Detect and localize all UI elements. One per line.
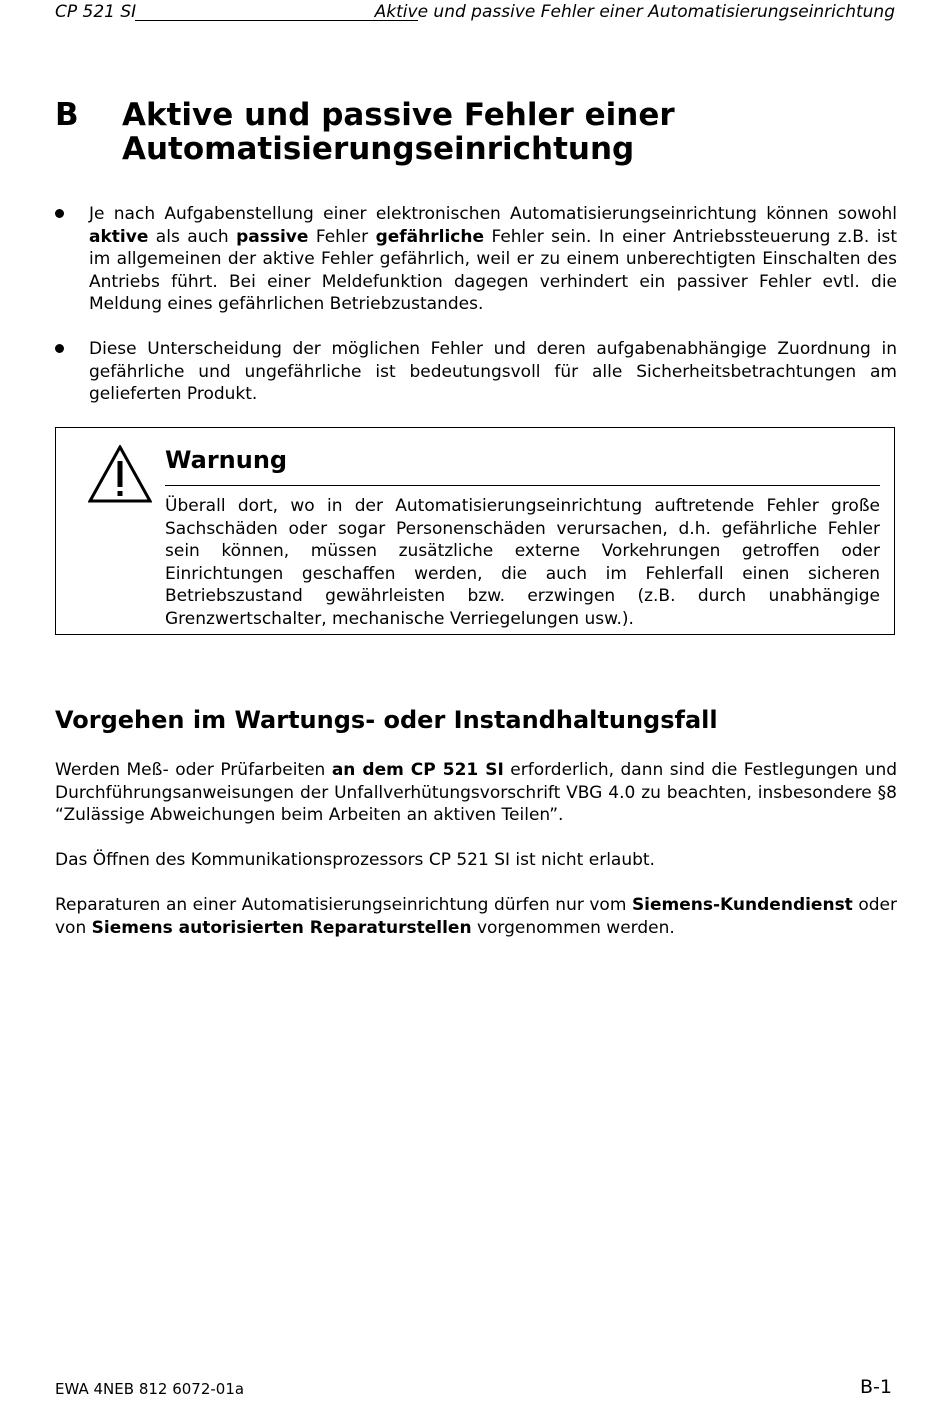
warning-box (55, 427, 895, 635)
page-number: B-1 (860, 1376, 892, 1398)
header-chapter-title: Aktive und passive Fehler einer Automatisierungseinrichtung (374, 2, 895, 22)
paragraph-opening: Das Öffnen des Kommunikationsprozessors CP 521 SI ist nicht erlaubt. (55, 850, 655, 870)
bullet-item (55, 203, 897, 316)
section-title: Vorgehen im Wartungs- oder Instandhaltungsfall (55, 706, 718, 734)
warning-rule (165, 485, 880, 486)
bullet-list (55, 203, 897, 428)
warning-triangle-icon (88, 445, 152, 503)
bullet-dot-icon (55, 209, 64, 218)
running-header (55, 0, 895, 24)
chapter-title: Aktive und passive Fehler einer Automatisierungseinrichtung (122, 97, 675, 167)
paragraph-maintenance: Werden Meß- oder Prüfarbeiten an dem CP 521 SI erforderlich, dann sind die Festlegungen und Durchführungsanweisungen der Unfallverhütungsvorschrift VBG 4.0 zu beachten, insbesondere §8 “Zulässige Abweichungen beim Arbeiten an aktiven Teilen”. (55, 760, 898, 826)
warning-text: Überall dort, wo in der Automatisierungseinrichtung auftretende Fehler große Sachschäden oder sogar Personenschäden verursachen, d.h. gefährliche Fehler sein können, müssen zusätzliche externe Vorkehrungen getroffen oder Einrichtungen geschaffen werden, die auch im Fehlerfall einen sicheren Betriebszustand gewährleisten bzw. erzwingen (z.B. durch unabhängige Grenzwertschalter, mechanische Verriegelungen usw.). (165, 496, 880, 629)
bullet-text: Je nach Aufgabenstellung einer elektronischen Automatisierungseinrichtung können sowohl aktive als auch passive Fehler gefährliche Fehler sein. In einer Antriebssteuerung z.B. ist im allgemeinen der aktive Fehler gefährlich, weil er zu einem unberechtigten Einschalten des Antriebs führt. Bei einer Meldefunktion dagegen verhindert ein passiver Fehler evtl. die Meldung eines gefährlichen Betriebzustandes. (89, 204, 897, 315)
header-product-name: CP 521 SI (55, 2, 137, 22)
bullet-item (55, 338, 897, 406)
warning-title: Warnung (165, 446, 288, 474)
footer-document-number: EWA 4NEB 812 6072-01a (55, 1380, 245, 1398)
paragraph-repairs: Reparaturen an einer Automatisierungseinrichtung dürfen nur vom Siemens-Kundendienst oder von Siemens autorisierten Reparaturstellen vorgenommen werden. (55, 895, 898, 938)
bullet-dot-icon (55, 344, 64, 353)
bullet-text: Diese Unterscheidung der möglichen Fehler und deren aufgabenabhängige Zuordnung in gefährliche und ungefährliche ist bedeutungsvoll für alle Sicherheitsbetrachtungen am gelieferten Produkt. (89, 338, 897, 405)
chapter-letter: B (55, 97, 79, 133)
